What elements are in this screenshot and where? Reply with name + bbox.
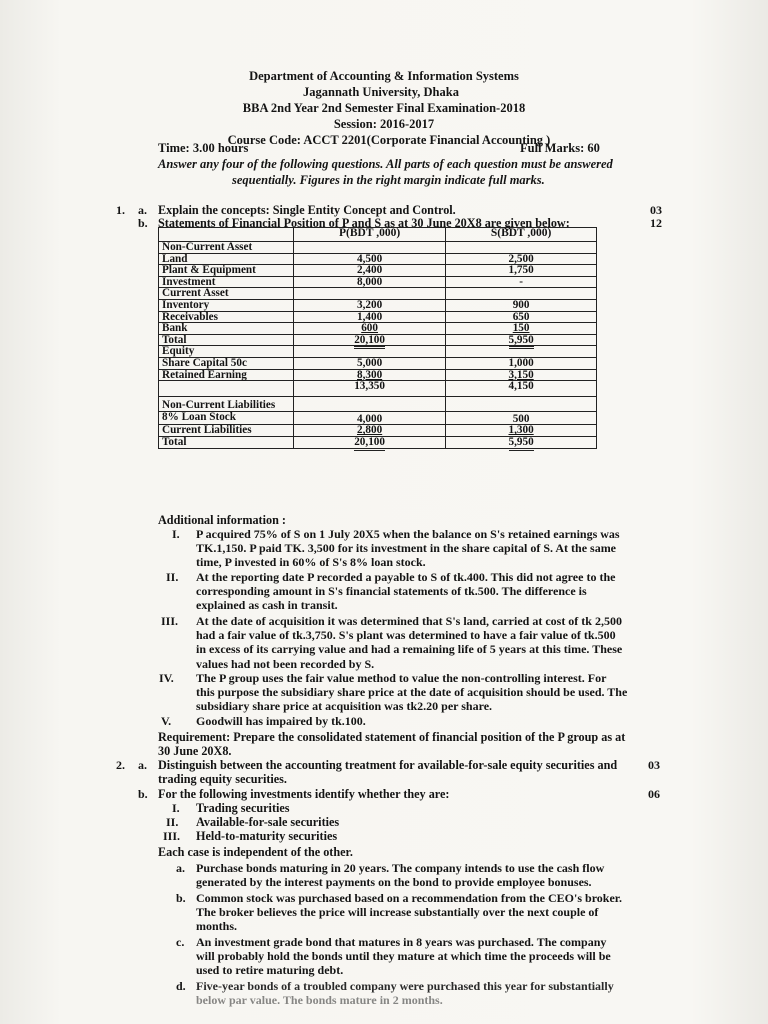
exam-header <box>0 68 768 148</box>
q2-a-text-1: Distinguish between the accounting treatment for available-for-sale equity securities and <box>158 758 618 772</box>
table-header-s: S(BDT ,000) <box>446 228 597 242</box>
info-item-3 <box>196 614 622 671</box>
table-row <box>159 334 597 346</box>
q1-b-label: b. <box>138 216 148 230</box>
case-line: Purchase bonds maturing in 20 years. The company intends to use the cash flow <box>196 861 605 875</box>
row-s: 1,000 <box>446 357 597 369</box>
table-row <box>159 397 597 412</box>
row-p: 8,000 <box>294 276 446 288</box>
info-number: V. <box>161 714 172 728</box>
info-line: subsidiary share price at acquisition was tk2.20 per share. <box>196 699 493 714</box>
course-code: Course Code: ACCT 2201(Corporate Financial Accounting ) <box>227 133 551 147</box>
table-row <box>159 381 597 397</box>
row-label: Non-Current Liabilities <box>159 397 294 412</box>
info-line: At the date of acquisition it was determined that S's land, carried at cost of tk 2,500 <box>196 614 622 628</box>
row-p: 4,500 <box>294 253 446 265</box>
exam-title: BBA 2nd Year 2nd Semester Final Examination-2018 <box>242 101 526 115</box>
case-number: b. <box>176 891 186 905</box>
case-line: generated by the interest payments on the bond to provide employee bonuses. <box>196 875 592 890</box>
info-item-5 <box>196 714 366 728</box>
case-line: below par value. The bonds mature in 2 months. <box>196 993 443 1008</box>
row-p: 20,100 <box>354 334 385 349</box>
row-label: Plant & Equipment <box>159 265 294 277</box>
type-number: II. <box>166 815 179 829</box>
requirement-line-2: 30 June 20X8. <box>158 744 232 758</box>
row-s <box>446 397 597 412</box>
q2-b-label: b. <box>138 787 148 801</box>
financial-position-table <box>158 227 597 449</box>
row-s: 3,150 <box>508 368 534 381</box>
info-line: TK.1,150. P paid TK. 3,500 for its investment in the share capital of S. At the same <box>196 541 617 556</box>
row-p: 5,000 <box>294 357 446 369</box>
row-label: Receivables <box>159 311 294 323</box>
row-p: 20,100 <box>354 436 385 451</box>
row-label: Share Capital 50c <box>159 357 294 369</box>
info-line: in excess of its carrying value and had a remaining life of 5 years at this time. These <box>196 642 623 657</box>
type-label: Held-to-maturity securities <box>196 829 338 843</box>
row-s: 2,500 <box>446 253 597 265</box>
row-label: Total <box>159 334 294 346</box>
row-s: 650 <box>446 311 597 323</box>
row-p: 2,800 <box>357 424 383 437</box>
row-s: 5,950 <box>509 334 534 349</box>
q2-number: 2. <box>116 758 125 772</box>
case-number: d. <box>176 979 186 993</box>
info-line: At the reporting date P recorded a payable to S of tk.400. This did not agree to the <box>196 570 616 584</box>
q1-number: 1. <box>116 203 125 217</box>
table-row <box>159 425 597 437</box>
row-label: Equity <box>159 346 294 358</box>
info-line: had a fair value of tk.3,750. S's plant was determined to have a fair value of tk.500 <box>196 628 616 643</box>
department-title: Department of Accounting & Information Systems <box>249 69 519 83</box>
case-line: An investment grade bond that matures in 8 years was purchased. The company <box>196 935 607 949</box>
type-number: I. <box>172 801 180 815</box>
university-name: Jagannath University, Dhaka <box>303 85 459 99</box>
table-row <box>159 265 597 277</box>
case-line: The broker believes the price will increase substantially over the next couple of <box>196 905 599 920</box>
table-row <box>159 242 597 254</box>
table-row <box>159 436 597 448</box>
table-row <box>159 288 597 300</box>
q1-b-marks: 12 <box>650 216 662 230</box>
info-line: The P group uses the fair value method to value the non-controlling interest. For <box>196 671 607 685</box>
session-line: Session: 2016-2017 <box>333 117 435 131</box>
instruction-line-1: Answer any four of the following questions. All parts of each question must be answered <box>158 157 613 171</box>
q1-a-label: a. <box>138 203 147 217</box>
row-label: Current Asset <box>159 288 294 300</box>
info-line: this purpose the subsidiary share price at the date of acquisition should be used. The <box>196 685 628 700</box>
info-number: IV. <box>159 671 174 685</box>
table-row <box>159 369 597 381</box>
case-line: Common stock was purchased based on a recommendation from the CEO's broker. <box>196 891 623 905</box>
row-label: Retained Earning <box>159 369 294 381</box>
case-line: used to retire maturing debt. <box>196 963 344 978</box>
instruction-line-2: sequentially. Figures in the right margin indicate full marks. <box>232 173 545 187</box>
row-label: Land <box>159 253 294 265</box>
table-row <box>159 299 597 311</box>
info-number: I. <box>172 527 180 541</box>
table-row <box>159 411 597 425</box>
q2-a-text-2: trading equity securities. <box>158 772 287 786</box>
type-label: Available-for-sale securities <box>196 815 340 829</box>
info-item-1 <box>196 527 620 570</box>
row-s: 1,750 <box>446 265 597 277</box>
info-item-4 <box>196 671 627 714</box>
table-row <box>159 253 597 265</box>
info-number: II. <box>166 570 179 584</box>
row-s: 150 <box>512 322 530 335</box>
row-p <box>294 242 446 254</box>
case-number: a. <box>176 861 185 875</box>
table-row <box>159 323 597 335</box>
q1-a-text: Explain the concepts: Single Entity Concept and Control. <box>158 203 456 217</box>
q2-b-text: For the following investments identify whether they are: <box>158 787 450 801</box>
q1-a-marks: 03 <box>650 203 662 217</box>
row-p: 3,200 <box>294 299 446 311</box>
time-label: Time: 3.00 hours <box>158 141 249 155</box>
table-header-p: P(BDT ,000) <box>294 228 446 242</box>
row-p: 2,400 <box>294 265 446 277</box>
case-number: c. <box>176 935 185 949</box>
q1-b-text: Statements of Financial Position of P and S as at 30 June 20X8 are given below: <box>158 216 570 230</box>
full-marks-label: Full Marks: 60 <box>520 141 600 155</box>
q2-a-marks: 03 <box>648 758 660 772</box>
row-s <box>446 242 597 254</box>
case-line: months. <box>196 919 238 934</box>
table-header-label <box>159 228 294 242</box>
row-s <box>446 288 597 300</box>
row-p: 1,400 <box>294 311 446 323</box>
q2-b-marks: 06 <box>648 787 660 801</box>
table-header-row <box>159 228 597 242</box>
info-line: corresponding amount in S's financial statements of tk.500. The difference is <box>196 584 587 599</box>
independent-note: Each case is independent of the other. <box>158 845 353 859</box>
type-label: Trading securities <box>196 801 290 815</box>
info-line: values had not been recorded by S. <box>196 656 375 671</box>
q2-a-label: a. <box>138 758 147 772</box>
table-row <box>159 276 597 288</box>
row-label: Investment <box>159 276 294 288</box>
row-s: 900 <box>446 299 597 311</box>
row-label: Bank <box>159 323 294 335</box>
info-item-2 <box>196 570 615 613</box>
row-s: 5,950 <box>509 436 534 451</box>
case-a <box>196 861 604 889</box>
row-p: 4,000 <box>294 411 446 425</box>
case-line: Five-year bonds of a troubled company were purchased this year for substantially <box>196 979 614 993</box>
requirement-line-1: Requirement: Prepare the consolidated statement of financial position of the P group as at <box>158 730 626 744</box>
row-p <box>294 288 446 300</box>
row-s: 1,300 <box>508 424 534 437</box>
row-p <box>294 397 446 412</box>
row-p: 13,350 <box>294 381 446 397</box>
row-s: - <box>446 276 597 288</box>
info-number: III. <box>161 614 179 628</box>
case-b <box>196 891 622 934</box>
case-line: will probably hold the bonds until they mature at which time the proceeds will be <box>196 949 611 964</box>
table-row <box>159 311 597 323</box>
row-label: Inventory <box>159 299 294 311</box>
row-label: 8% Loan Stock <box>159 411 294 425</box>
table-row <box>159 357 597 369</box>
row-label: Non-Current Asset <box>159 242 294 254</box>
info-line: P acquired 75% of S on 1 July 20X5 when the balance on S's retained earnings was <box>196 527 620 541</box>
row-s: 4,150 <box>446 381 597 397</box>
info-line: time, P invested in 60% of S's 8% loan stock. <box>196 555 426 570</box>
case-d <box>196 979 614 1007</box>
case-c <box>196 935 611 978</box>
row-label <box>159 381 294 397</box>
row-label: Total <box>159 436 294 448</box>
info-line: Goodwill has impaired by tk.100. <box>196 714 366 728</box>
row-p: 8,300 <box>357 368 383 381</box>
row-s: 500 <box>446 411 597 425</box>
row-p: 600 <box>361 322 378 335</box>
type-number: III. <box>163 829 181 843</box>
row-label: Current Liabilities <box>159 425 294 437</box>
additional-info-title: Additional information : <box>158 513 286 527</box>
info-line: explained as cash in transit. <box>196 598 338 613</box>
